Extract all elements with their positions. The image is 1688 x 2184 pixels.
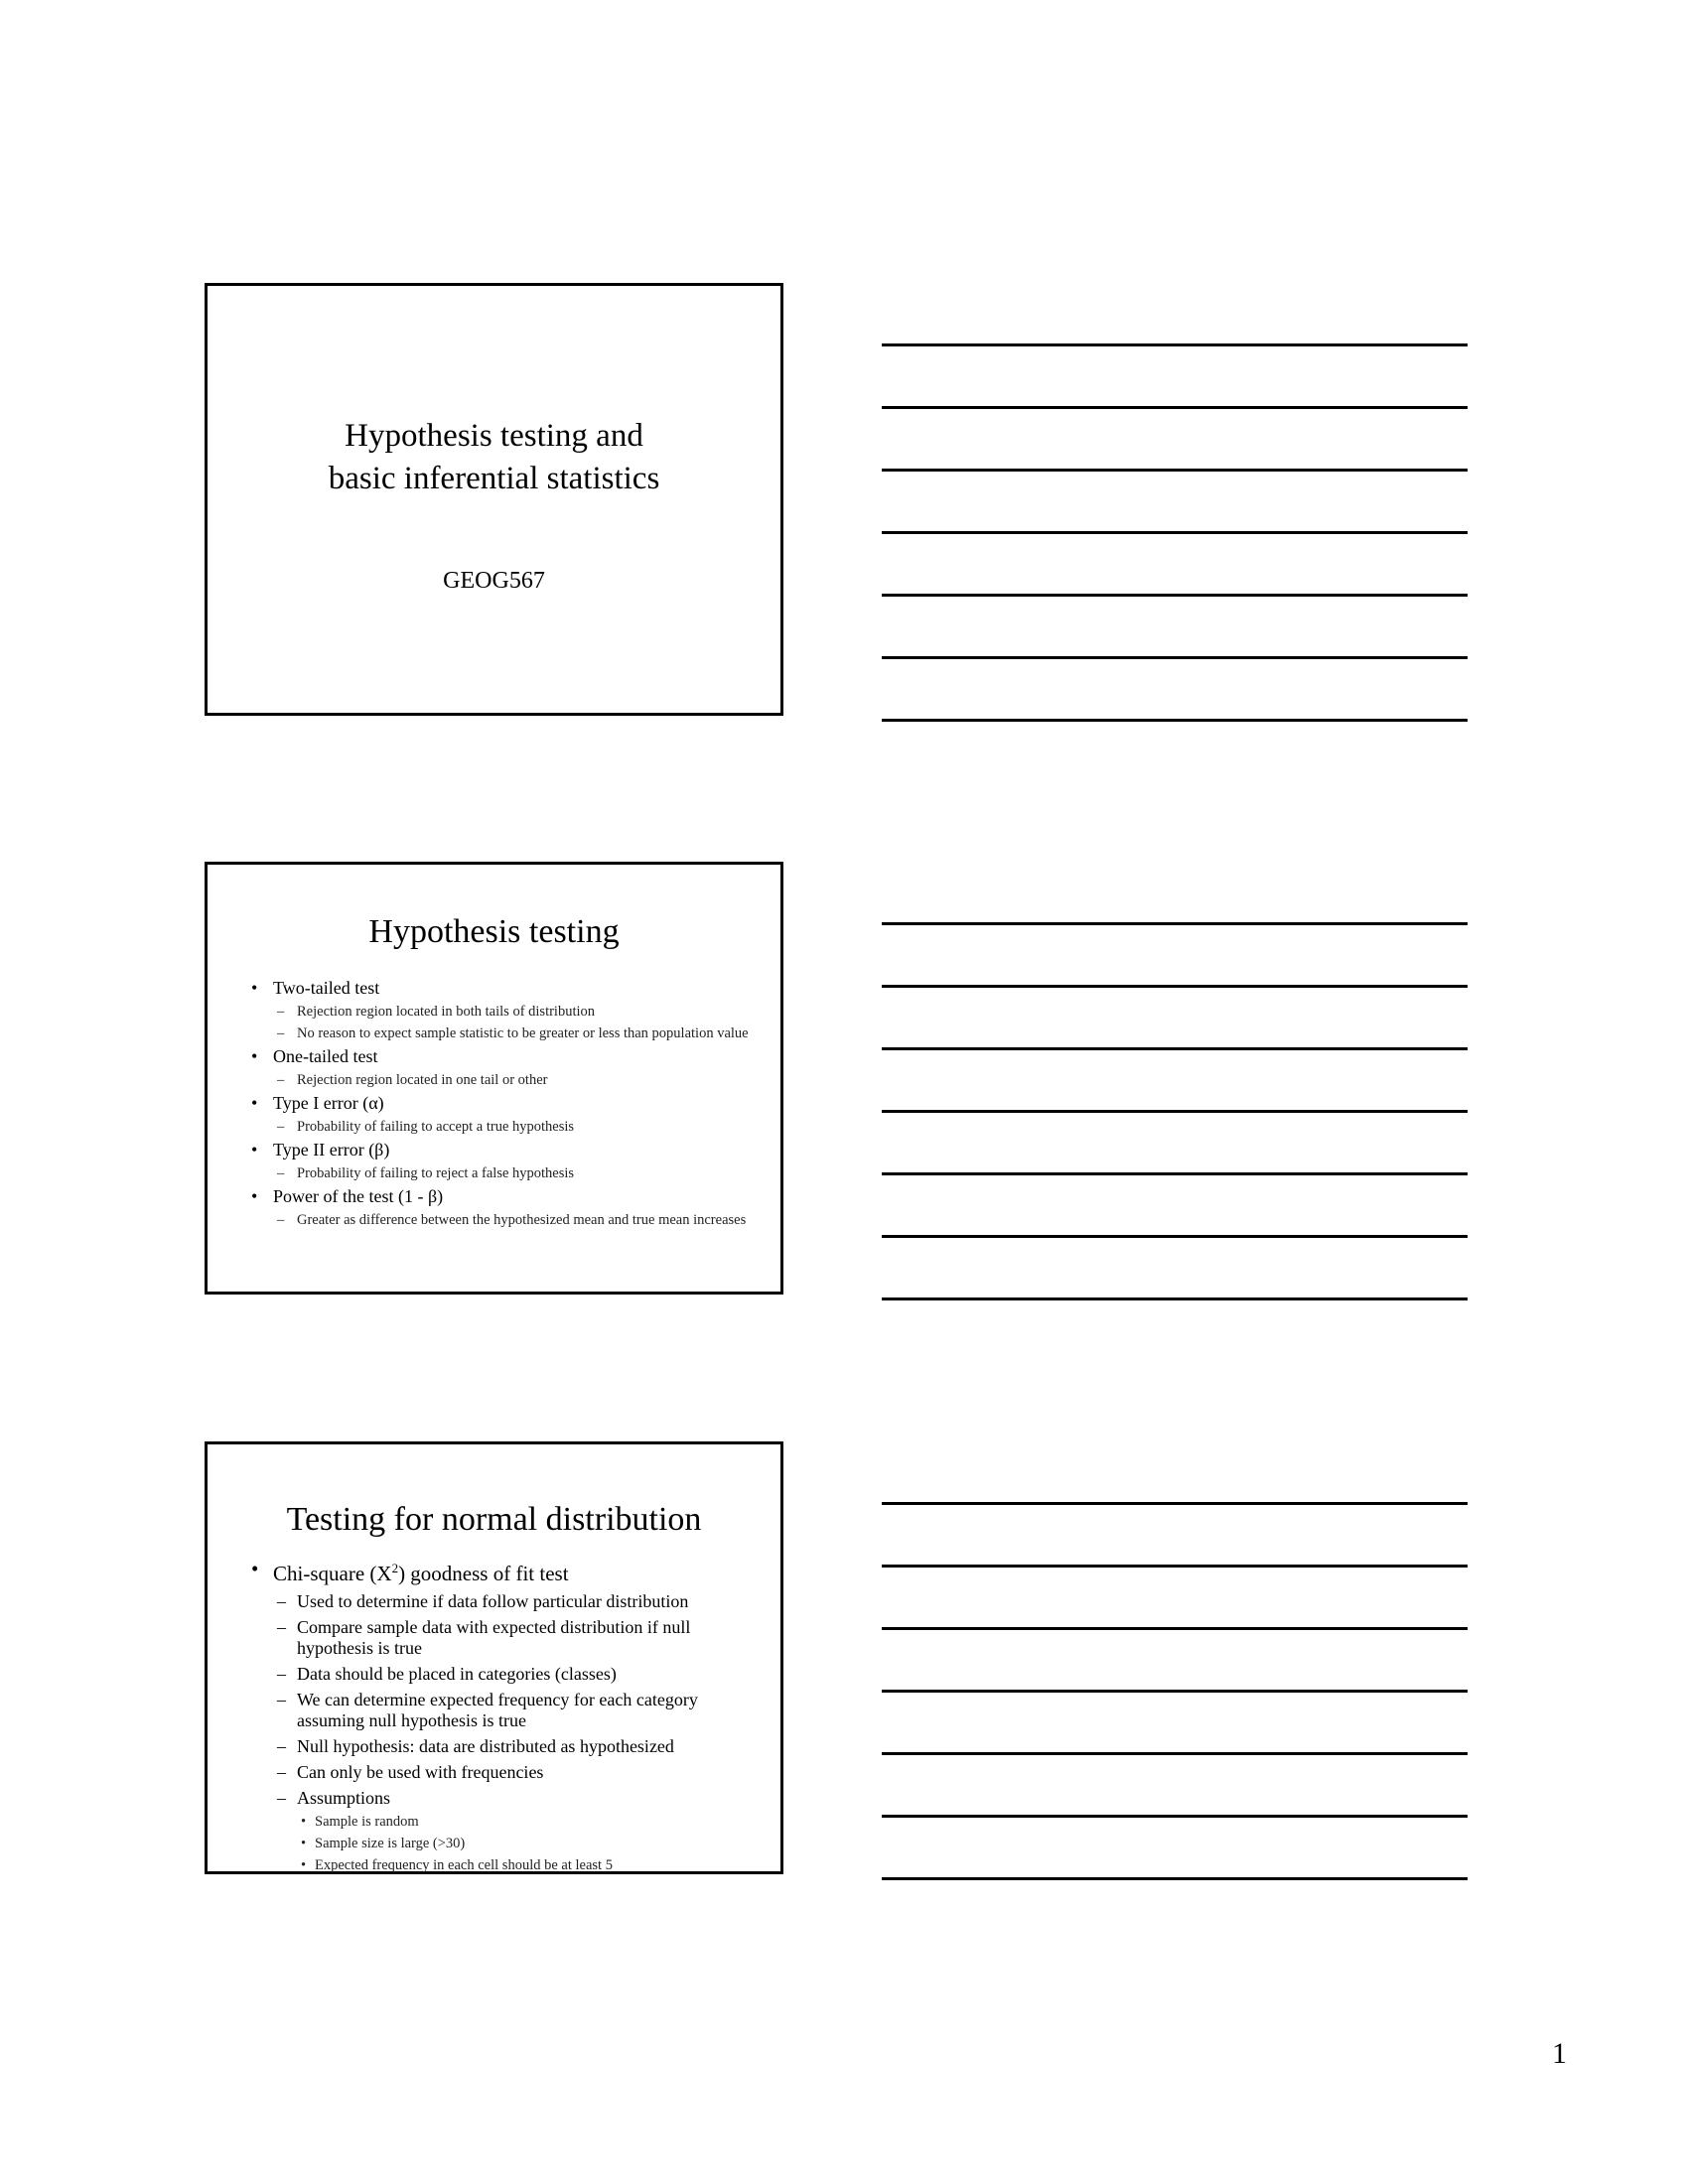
sub-bullet-text: Greater as difference between the hypothesized mean and true mean increases (297, 1212, 747, 1228)
sub-list (277, 1164, 751, 1182)
bullet-marker: • (251, 978, 258, 998)
slide-2-hypothesis-testing (205, 862, 783, 1295)
dash-marker: – (277, 1212, 285, 1228)
slide-title: Hypothesis testing (368, 913, 620, 950)
assumption-text: Sample is random (315, 1814, 419, 1830)
bullet-item (251, 1045, 751, 1067)
dash-marker: – (277, 1617, 286, 1637)
sub-bullet-text: Assumptions (297, 1788, 391, 1808)
sub-list (277, 1071, 751, 1089)
slide-title: Testing for normal distribution (286, 1501, 702, 1538)
assumption-text: Sample size is large (>30) (315, 1836, 466, 1851)
sub-bullet-text: Rejection region located in both tails of distribution (297, 1004, 596, 1020)
note-line (882, 1752, 1468, 1755)
sub-bullet-text: Data should be placed in categories (classes) (297, 1664, 617, 1684)
sub-bullet-item (277, 1591, 751, 1612)
note-line (882, 1565, 1468, 1568)
sub-bullet-item (277, 1736, 751, 1757)
note-line (882, 1110, 1468, 1113)
bullet-item (251, 1556, 751, 1586)
assumption-item (301, 1835, 751, 1852)
course-code: GEOG567 (443, 568, 545, 594)
note-line (882, 1235, 1468, 1238)
note-line (882, 469, 1468, 472)
sub-list (277, 1118, 751, 1136)
note-line (882, 1690, 1468, 1693)
note-line (882, 719, 1468, 722)
sub-bullet-item (277, 1211, 751, 1229)
sub-bullet-item (277, 1690, 751, 1731)
bullet-list (251, 1556, 751, 1874)
note-line (882, 594, 1468, 597)
dash-marker: – (277, 1736, 286, 1756)
bullet-text: ) goodness of fit test (398, 1562, 569, 1585)
slide-title (208, 415, 780, 500)
slide-1-title (205, 283, 783, 716)
note-line (882, 1815, 1468, 1818)
sub-bullet-text: Probability of failing to accept a true hypothesis (297, 1119, 575, 1135)
dash-marker: – (277, 1004, 285, 1020)
dash-marker: – (277, 1762, 286, 1782)
bullet-marker: • (251, 1186, 258, 1206)
note-line (882, 1627, 1468, 1630)
note-line (882, 1172, 1468, 1175)
bullet-text: Power of the test (1 - β) (273, 1186, 444, 1206)
sub-bullet-text: Null hypothesis: data are distributed as hypothesized (297, 1736, 674, 1756)
superscript: 2 (391, 1561, 399, 1575)
dash-marker: – (277, 1119, 285, 1135)
bullet-item (251, 1185, 751, 1207)
note-line (882, 1502, 1468, 1505)
sub-bullet-item (277, 1118, 751, 1136)
title-line: basic inferential statistics (328, 461, 660, 496)
sub-bullet-text: Probability of failing to reject a false hypothesis (297, 1165, 575, 1181)
bullet-marker: • (251, 1093, 258, 1113)
bullet-text: Two-tailed test (273, 978, 380, 998)
sub-bullet-text: No reason to expect sample statistic to be greater or less than population value (297, 1025, 749, 1041)
dash-marker: – (277, 1072, 285, 1088)
sub-bullet-text: Compare sample data with expected distribution if null hypothesis is true (297, 1617, 691, 1658)
note-line (882, 343, 1468, 346)
sub-bullet-text: We can determine expected frequency for each category assuming null hypothesis is true (297, 1690, 698, 1730)
sub-bullet-item (277, 1164, 751, 1182)
title-line: Hypothesis testing and (345, 418, 643, 454)
note-line (882, 985, 1468, 988)
bullet-text: Type II error (β) (273, 1140, 390, 1160)
note-line (882, 531, 1468, 534)
assumptions-list (301, 1813, 751, 1874)
sub-list (277, 1591, 751, 1874)
dash-marker: – (277, 1788, 286, 1808)
assumption-item (301, 1856, 751, 1874)
bullet-marker: • (251, 1046, 258, 1066)
bullet-marker: • (251, 1557, 259, 1580)
sub-bullet-item (277, 1664, 751, 1685)
sub-bullet-item (277, 1617, 751, 1659)
sub-bullet-text: Rejection region located in one tail or other (297, 1072, 548, 1088)
note-line (882, 922, 1468, 925)
bullet-text: Chi-square (X (273, 1562, 392, 1585)
note-line (882, 1877, 1468, 1880)
sub-list (277, 1003, 751, 1042)
note-line (882, 406, 1468, 409)
bullet-text: Type I error (α) (273, 1093, 384, 1113)
sub-list (277, 1211, 751, 1229)
sub-bullet-item (277, 1762, 751, 1783)
bullet-item (251, 1092, 751, 1114)
dash-marker: – (277, 1690, 286, 1709)
bullet-marker: • (301, 1857, 307, 1873)
dash-marker: – (277, 1025, 285, 1041)
bullet-list (251, 974, 751, 1229)
assumption-text: Expected frequency in each cell should be at least 5 (315, 1857, 613, 1873)
bullet-marker: • (301, 1836, 307, 1851)
bullet-marker: • (301, 1814, 307, 1830)
slide-3-normal-distribution (205, 1441, 783, 1874)
note-line (882, 1047, 1468, 1050)
note-line (882, 656, 1468, 659)
dash-marker: – (277, 1664, 286, 1684)
bullet-text: One-tailed test (273, 1046, 378, 1066)
sub-bullet-item (277, 1788, 751, 1809)
sub-bullet-text: Used to determine if data follow particular distribution (297, 1591, 689, 1611)
bullet-item (251, 977, 751, 999)
bullet-marker: • (251, 1140, 258, 1160)
bullet-item (251, 1139, 751, 1160)
sub-bullet-item (277, 1003, 751, 1021)
page-number: 1 (1552, 2037, 1567, 2070)
sub-bullet-item (277, 1071, 751, 1089)
note-line (882, 1297, 1468, 1300)
assumption-item (301, 1813, 751, 1831)
sub-bullet-text: Can only be used with frequencies (297, 1762, 544, 1782)
sub-bullet-item (277, 1024, 751, 1042)
dash-marker: – (277, 1165, 285, 1181)
dash-marker: – (277, 1591, 286, 1611)
